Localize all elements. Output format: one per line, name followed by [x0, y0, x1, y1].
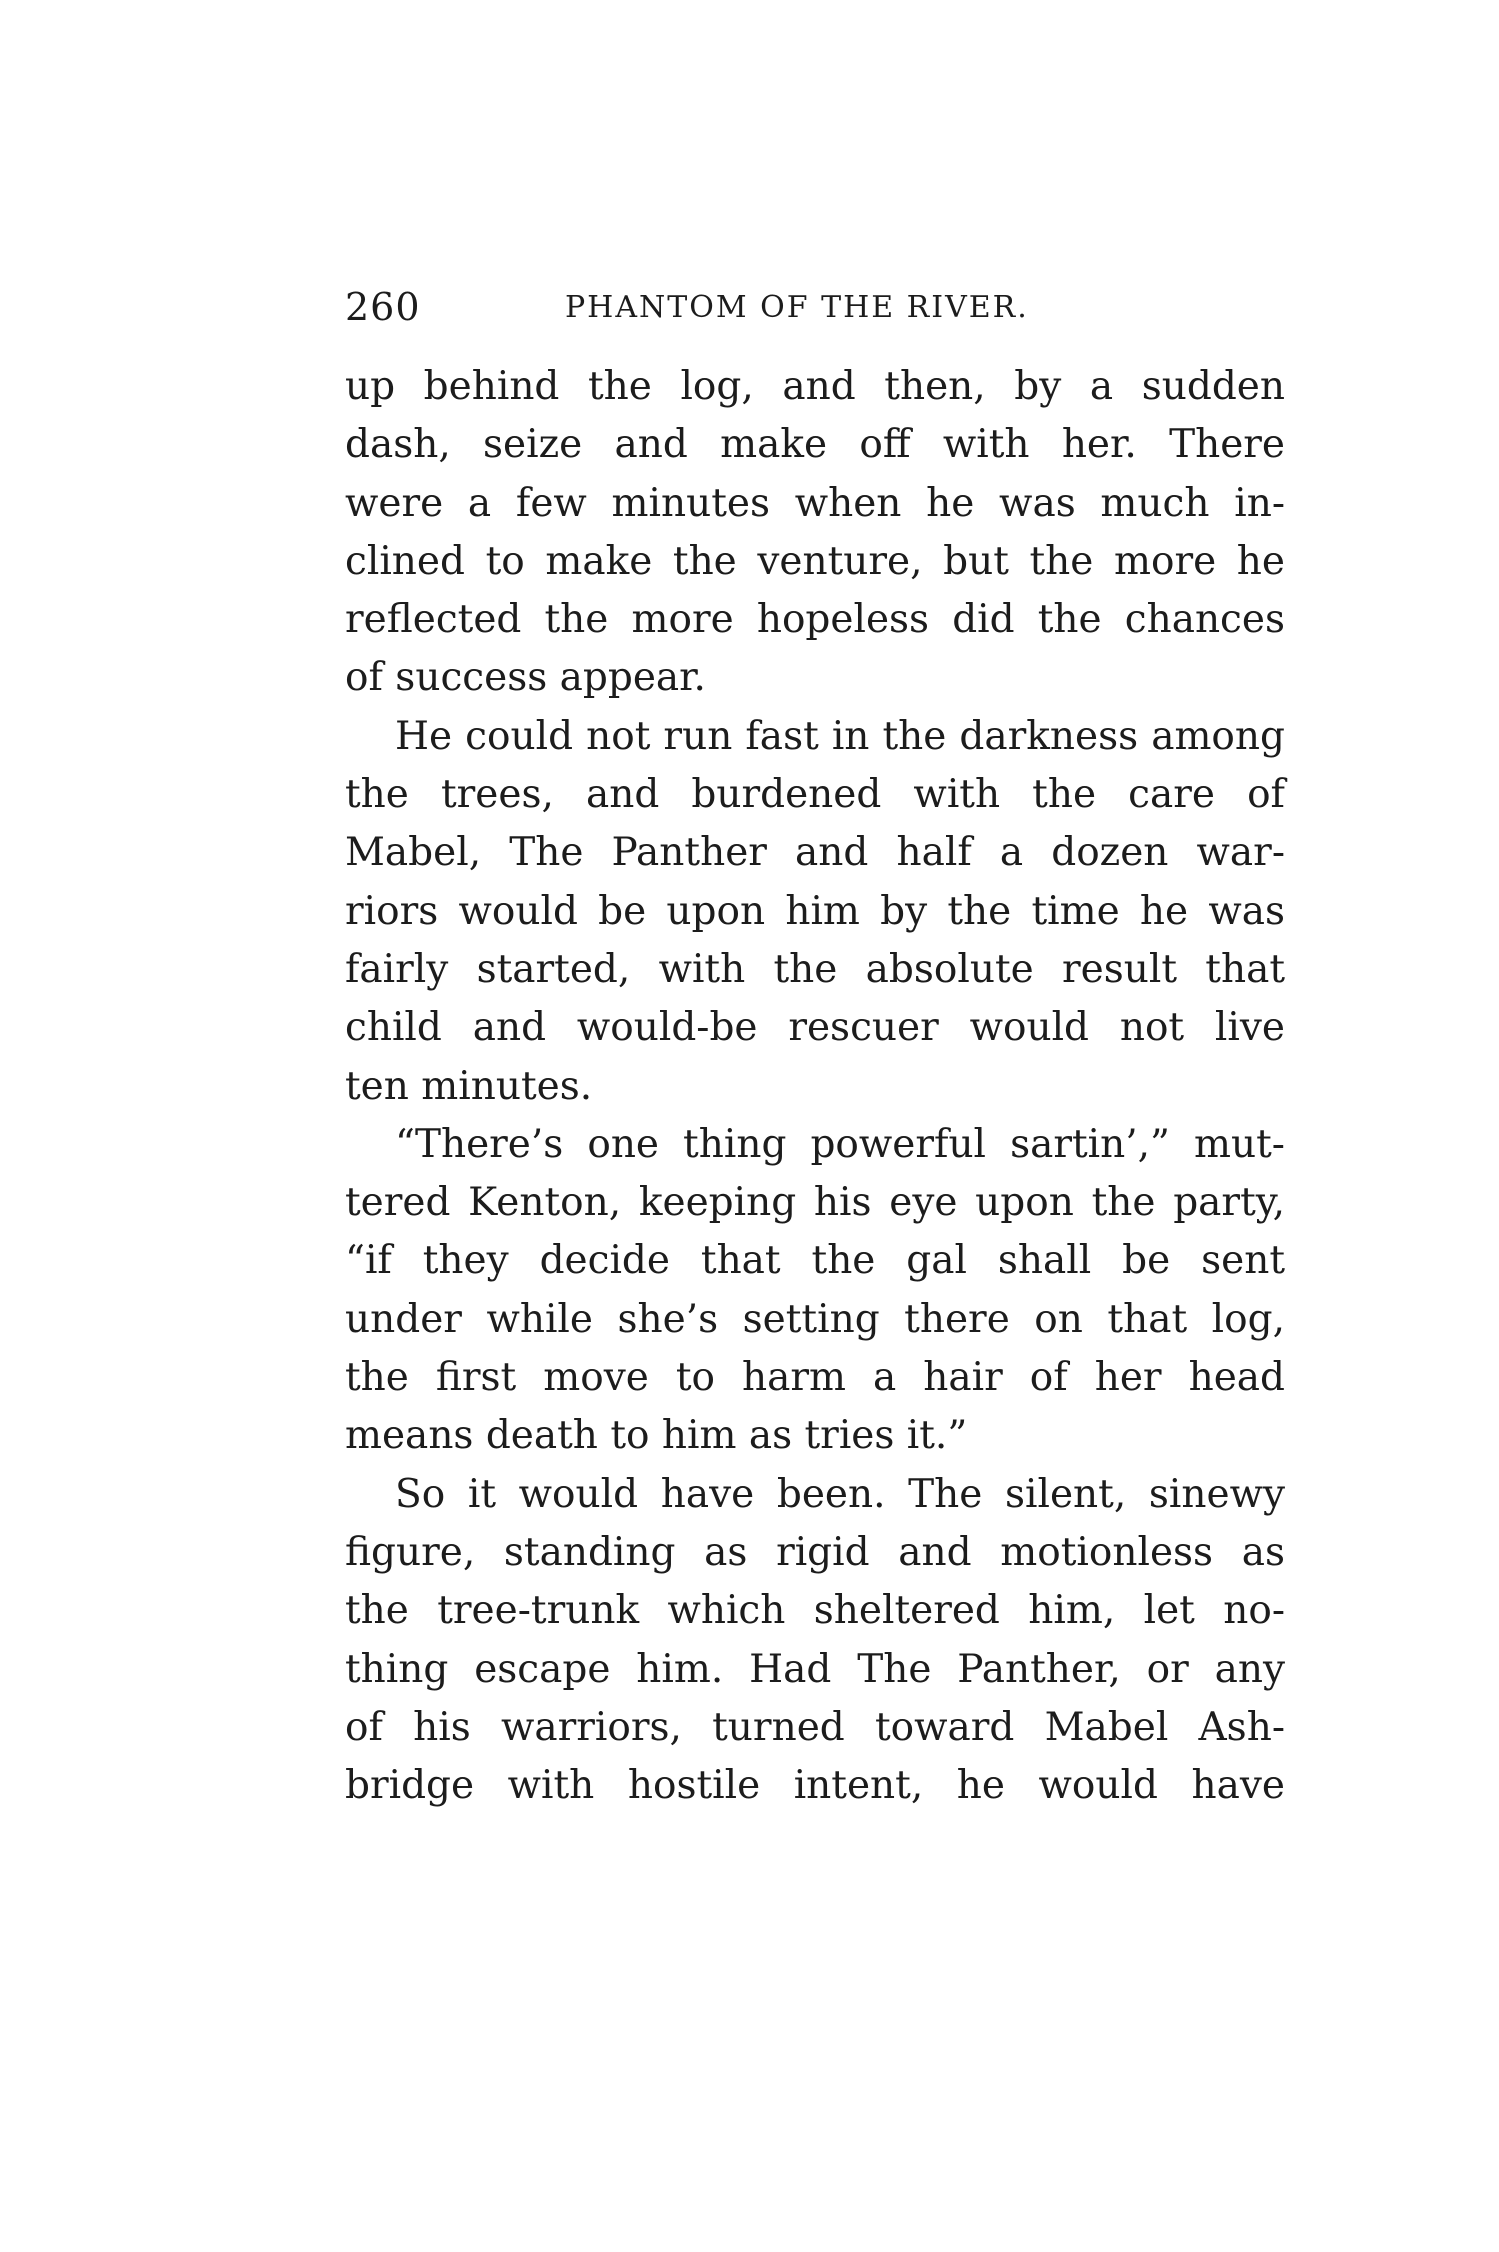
text-line: figure, standing as rigid and motionless as [345, 1529, 1285, 1575]
text-line: were a few minutes when he was much in- [345, 480, 1285, 526]
text-line: reflected the more hopeless did the chances [345, 597, 1285, 643]
paragraph-start-line: He could not run fast in the darkness among [395, 713, 1285, 759]
text-line: the tree-trunk which sheltered him, let no- [345, 1588, 1285, 1634]
text-line: under while she’s setting there on that log, [345, 1296, 1285, 1342]
text-line: riors would be upon him by the time he was [345, 888, 1285, 934]
text-line: ten minutes. [345, 1063, 593, 1109]
text-line: the trees, and burdened with the care of [345, 772, 1285, 818]
text-line: dash, seize and make off with her. There [345, 422, 1285, 468]
text-line: of success appear. [345, 655, 706, 701]
text-line: “if they decide that the gal shall be sent [345, 1238, 1285, 1284]
paragraph-start-line: “There’s one thing powerful sartin’,” mut- [395, 1121, 1285, 1167]
text-line: up behind the log, and then, by a sudden [345, 364, 1285, 409]
running-head [345, 282, 1285, 332]
text-line: thing escape him. Had The Panther, or any [345, 1646, 1285, 1692]
text-line: tered Kenton, keeping his eye upon the party, [345, 1180, 1285, 1226]
body-text [345, 358, 1285, 1815]
page-number: 260 [345, 285, 421, 329]
text-line: fairly started, with the absolute result that [345, 946, 1285, 992]
text-line: child and would-be rescuer would not live [345, 1005, 1285, 1051]
text-line: the first move to harm a hair of her head [345, 1355, 1285, 1401]
text-line: means death to him as tries it.” [345, 1413, 968, 1459]
text-line: Mabel, The Panther and half a dozen war- [345, 830, 1285, 876]
text-line: clined to make the venture, but the more he [345, 538, 1285, 584]
text-line: of his warriors, turned toward Mabel Ash- [345, 1704, 1285, 1750]
paragraph-start-line: So it would have been. The silent, sinewy [395, 1471, 1285, 1517]
text-line: bridge with hostile intent, he would have [345, 1763, 1285, 1809]
running-title: PHANTOM OF THE RIVER. [565, 290, 1029, 325]
